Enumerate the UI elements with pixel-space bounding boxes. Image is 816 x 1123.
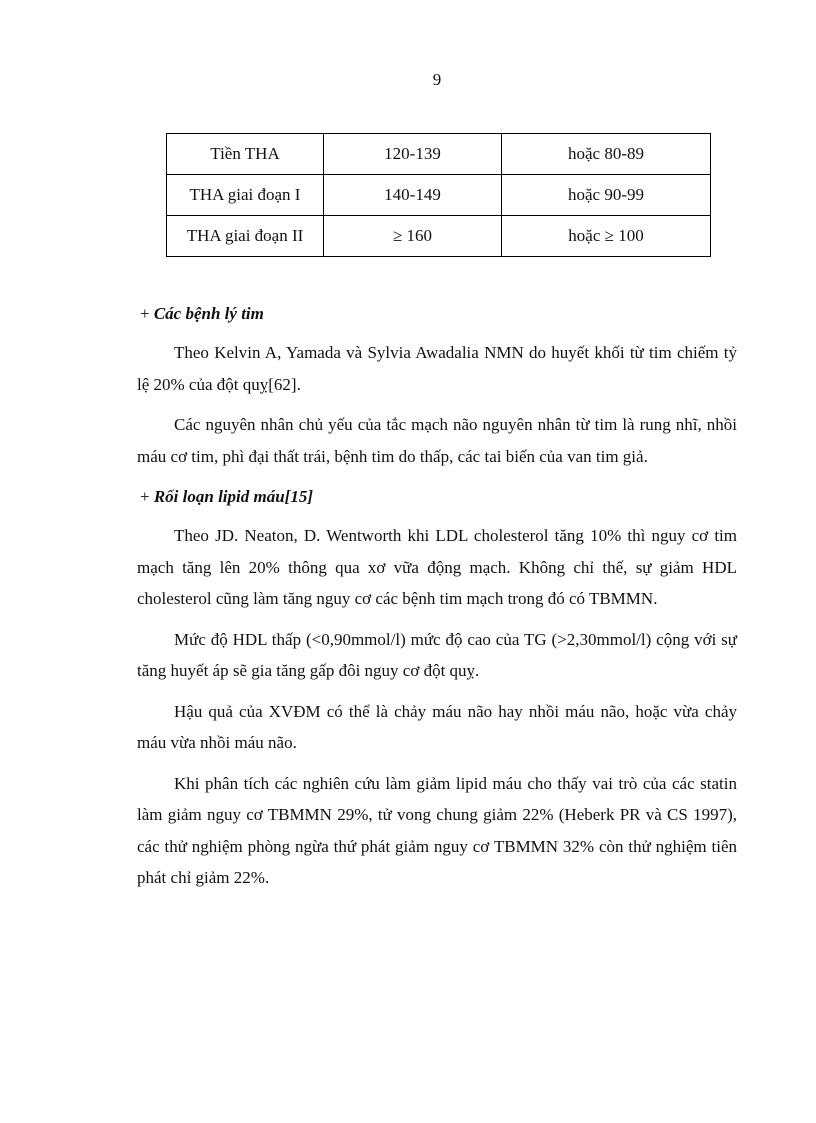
heading-text: Các bệnh lý tim [153, 304, 264, 323]
table-cell: ≥ 160 [324, 216, 502, 257]
table-cell: hoặc 90-99 [502, 175, 711, 216]
page-number: 9 [432, 70, 442, 89]
table-row [167, 134, 711, 175]
table-cell: THA giai đoạn II [167, 216, 324, 257]
heading-marker: + [140, 487, 154, 506]
paragraph: Theo Kelvin A, Yamada và Sylvia Awadalia NMN do huyết khối từ tim chiếm tỷ lệ 20% của đột quỵ[62]. [137, 343, 737, 394]
table-cell: Tiền THA [167, 134, 324, 175]
table-row [167, 175, 711, 216]
table-cell: hoặc 80-89 [502, 134, 711, 175]
table-row [167, 216, 711, 257]
table-cell: THA giai đoạn I [167, 175, 324, 216]
section-heading-heart [140, 298, 737, 329]
paragraph: Mức độ HDL thấp (<0,90mmol/l) mức độ cao của TG (>2,30mmol/l) cộng với sự tăng huyết áp sẽ gia tăng gấp đôi nguy cơ đột quỵ. [137, 629, 737, 680]
heading-text: Rối loạn lipid máu[15] [153, 487, 314, 506]
body-text [137, 298, 737, 894]
paragraph: Theo JD. Neaton, D. Wentworth khi LDL cholesterol tăng 10% thì nguy cơ tim mạch tăng lên 20% thông qua xơ vữa động mạch. Không chỉ thế, sự giảm HDL cholesterol cũng làm tăng nguy cơ các bệnh tim mạch trong đó có TBMMN. [137, 526, 737, 608]
paragraph: Các nguyên nhân chủ yếu của tắc mạch não nguyên nhân từ tim là rung nhĩ, nhồi máu cơ tim, phì đại thất trái, bệnh tim do thấp, các tai biến của van tim giả. [137, 415, 737, 466]
section-heading-lipid [140, 481, 737, 512]
table-cell: hoặc ≥ 100 [502, 216, 711, 257]
table-cell: 120-139 [324, 134, 502, 175]
paragraph: Hậu quả của XVĐM có thể là chảy máu não hay nhồi máu não, hoặc vừa chảy máu vừa nhồi máu não. [137, 701, 737, 752]
paragraph: Khi phân tích các nghiên cứu làm giảm lipid máu cho thấy vai trò của các statin làm giảm nguy cơ TBMMN 29%, tử vong chung giảm 22% (Heberk PR và CS 1997), các thử nghiệm phòng ngừa thứ phát giảm nguy cơ TBMMN 32% còn thử nghiệm tiên phát chỉ giảm 22%. [137, 773, 737, 887]
heading-marker: + [140, 304, 154, 323]
table-cell: 140-149 [324, 175, 502, 216]
blood-pressure-table [166, 133, 711, 257]
